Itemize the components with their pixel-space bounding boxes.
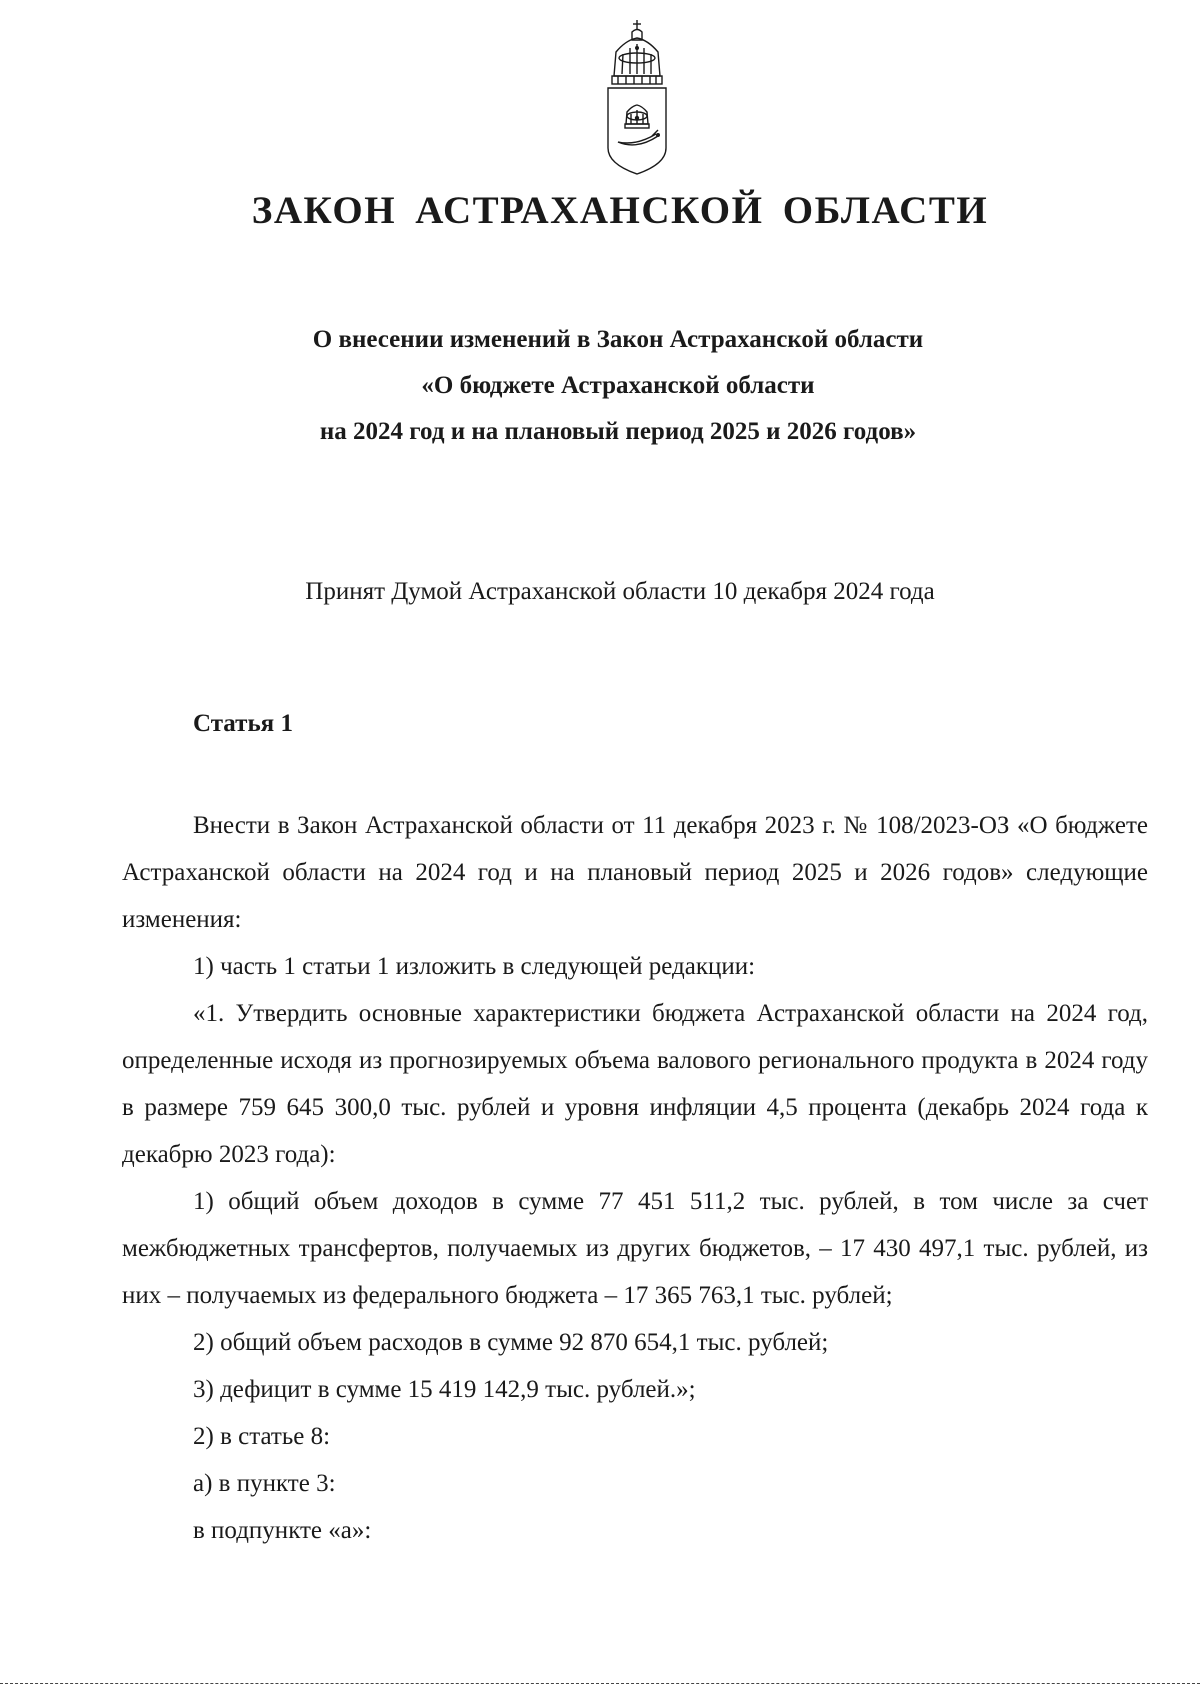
paragraph-item-1: 1) часть 1 статьи 1 изложить в следующей редакции: — [193, 953, 756, 980]
paragraph-deficit: 3) дефицит в сумме 15 419 142,9 тыс. рублей.»; — [193, 1376, 696, 1403]
footer-divider — [0, 1683, 1200, 1684]
paragraph-subitem-a: а) в пункте 3: — [193, 1470, 336, 1497]
paragraph-expenditures: 2) общий объем расходов в сумме 92 870 654,1 тыс. рублей; — [193, 1329, 829, 1356]
paragraph-main-characteristics: «1. Утвердить основные характеристики бюджета Астраханской области на 2024 год, определенные исходя из прогнозируемых объема валового регионального продукта в 2024 году в размере 759 645 300,0 тыс. рублей и уровня инфляции 4,5 процента (декабрь 2024 года к декабрю 2023 года): — [122, 1000, 1148, 1168]
coat-of-arms-icon — [592, 18, 682, 178]
law-title-line-3: на 2024 год и на плановый период 2025 и 2026 годов» — [319, 418, 917, 445]
law-title-line-1: О внесении изменений в Закон Астраханской области — [312, 326, 924, 353]
article-body — [122, 802, 1148, 1554]
adoption-statement: Принят Думой Астраханской области 10 декабря 2024 года — [305, 578, 935, 605]
paragraph-amendment-intro: Внести в Закон Астраханской области от 11 декабря 2023 г. № 108/2023-ОЗ «О бюджете Астраханской области на 2024 год и на плановый период 2025 и 2026 годов» следующие изменения: — [122, 812, 1148, 933]
law-header-title: ЗАКОН АСТРАХАНСКОЙ ОБЛАСТИ — [251, 189, 989, 232]
law-title-line-2: «О бюджете Астраханской области — [421, 372, 815, 399]
article-heading: Статья 1 — [193, 710, 293, 737]
paragraph-subpoint-a: в подпункте «а»: — [193, 1517, 372, 1544]
law-title — [0, 317, 1200, 455]
paragraph-revenues: 1) общий объем доходов в сумме 77 451 511,2 тыс. рублей, в том числе за счет межбюджетных трансфертов, получаемых из других бюджетов, – 17 430 497,1 тыс. рублей, из них – получаемых из федерального бюджета – 17 365 763,1 тыс. рублей; — [122, 1188, 1148, 1309]
paragraph-item-2: 2) в статье 8: — [193, 1423, 331, 1450]
